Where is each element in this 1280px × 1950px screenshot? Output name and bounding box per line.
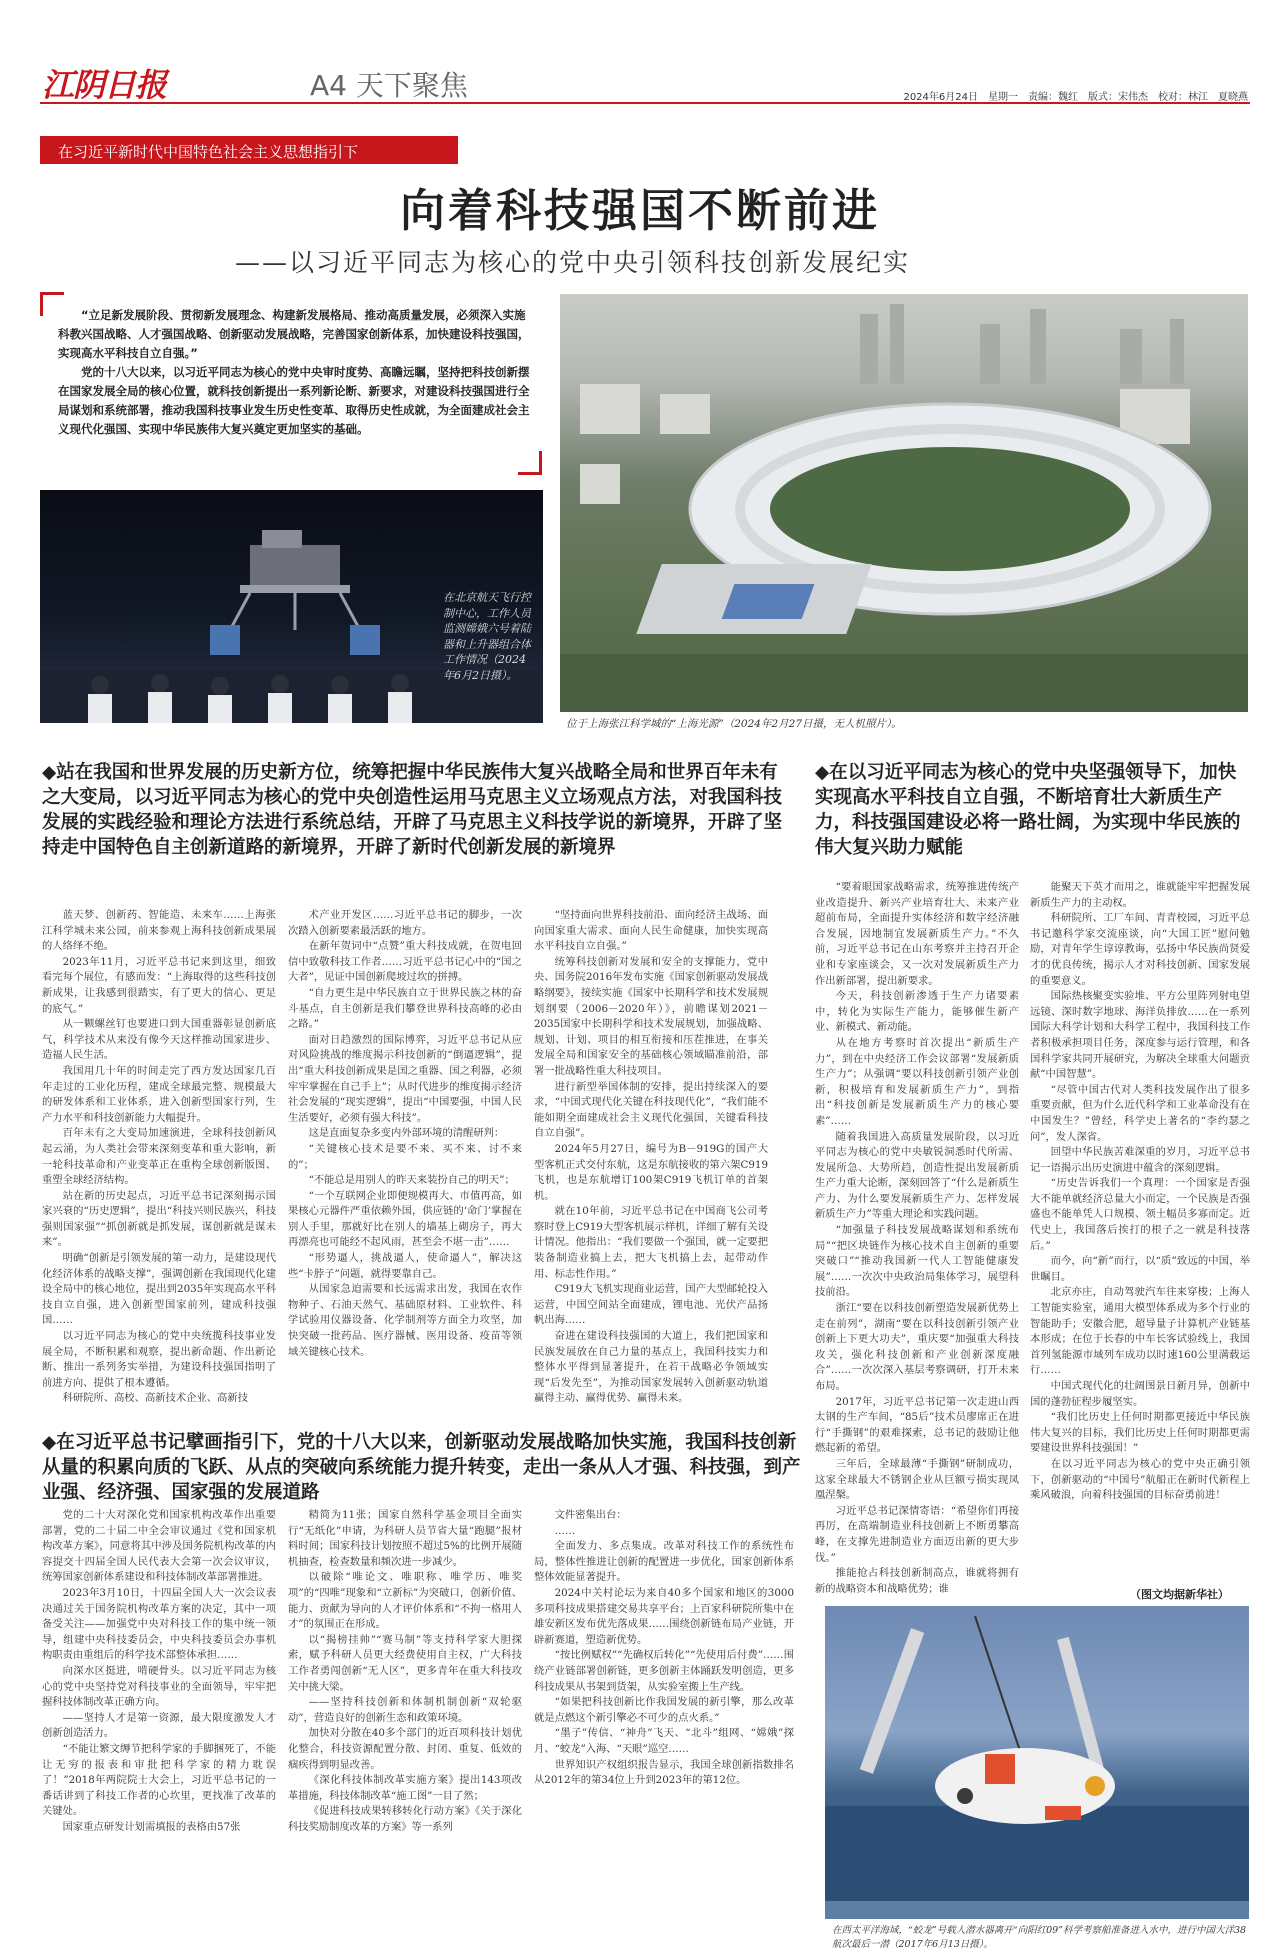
- photo-submersible-illustration: [825, 1606, 1249, 1919]
- newspaper-logo: 江阴日报: [42, 66, 167, 104]
- lead-paragraph: “立足新发展阶段、贯彻新发展理念、构建新发展格局、推动高质量发展，必须深入实施科教兴国战略、人才强国战略、创新驱动发展战略，完善国家创新体系，加快建设科技强国，实现高水平科技自立自强。”: [58, 308, 530, 360]
- corner-mark-icon: [40, 292, 64, 316]
- corner-mark-icon: [518, 451, 542, 475]
- article-paragraph: 2017年，习近平总书记第一次走进山西太钢的生产车间，“85后”技术员廖席正在进行“手撕钢”的艰难探索，总书记的鼓励让他燃起新的希望。: [815, 1395, 1019, 1455]
- article-paragraph: 以破除“唯论文、唯职称、唯学历、唯奖项”的“四唯”现象和“立新标”为突破口，创新价值、能力、贡献为导向的人才评价体系和“不拘一格用人才”的氛围正在形成。: [288, 1571, 522, 1631]
- article-paragraph: “坚持面向世界科技前沿、面向经济主战场、面向国家重大需求、面向人民生命健康，加快实现高水平科技自立自强。”: [534, 909, 768, 953]
- subheadline: ——以习近平同志为核心的党中央引领科技创新发展纪实: [235, 248, 911, 277]
- article-paragraph: “要着眼国家战略需求，统筹推进传统产业改造提升、新兴产业培育壮大、未来产业超前布局，全面提升实体经济和数字经济融合发展，因地制宜发展新质生产力。”不久前，习近平总书记在山东考察并主持召开企业和专家座谈会，又一次对发展新质生产力作出新部署，提出新要求。: [815, 881, 1019, 987]
- article-paragraph: 2023年11月，习近平总书记来到这里，细致看完每个展位，有感而发：“上海取得的这些科技创新成果，让我感到很踏实，有了更大的信心、更足的底气。”: [42, 955, 276, 1015]
- article-paragraph: 而今，向“新”而行，以“质”致远的中国，举世瞩目。: [1030, 1255, 1250, 1283]
- article-column: [42, 908, 276, 1416]
- article-paragraph: 精简为11张；国家自然科学基金项目全面实行“无纸化”申请，为科研人员节省大量“跑腿”报材料时间；国家科技计划按照不超过5%的比例开展随机抽查，检查数量和频次进一步减少。: [288, 1509, 522, 1568]
- article-paragraph: 2024年5月27日，编号为B－919G的国产大型客机正式交付东航，这是东航接收的第六架C919飞机，也是东航增订100架C919飞机订单的首架机。: [534, 1142, 768, 1202]
- headline: 向着科技强国不断前进: [399, 184, 880, 237]
- lander-body: [250, 545, 340, 585]
- article-paragraph: 在新年贺词中“点赞”重大科技成就，在贺电回信中致敬科技工作者……习近平总书记心中的“国之大者”，见证中国创新爬坡过坎的拼搏。: [288, 940, 522, 984]
- article-paragraph: C919大飞机实现商业运营，国产大型邮轮投入运营，中国空间站全面建成，锂电池、光伏产品扬帆出海……: [534, 1283, 768, 1327]
- article-paragraph: 在以习近平同志为核心的党中央正确引领下，创新驱动的“中国号”航船正在新时代新程上乘风破浪，向着科技强国的目标奋勇前进！: [1030, 1457, 1250, 1502]
- article-paragraph: “尽管中国古代对人类科技发展作出了很多重要贡献，但为什么近代科学和工业革命没有在中国发生？”曾经，科学史上著名的“李约瑟之问”，发人深省。: [1030, 1083, 1250, 1143]
- section-title: A4 天下聚焦: [310, 69, 468, 102]
- article-paragraph: 这是直面复杂多变内外部环境的清醒研判：: [308, 1127, 505, 1140]
- article-paragraph: ……: [554, 1524, 576, 1537]
- article-paragraph: “不能让繁文缛节把科学家的手脚捆死了，不能让无穷的报表和审批把科学家的精力耽误了！”2018年两院院士大会上，习近平总书记的一番话讲到了科技工作者的心坎里，更找准了改革的关键处。: [42, 1742, 276, 1818]
- article-paragraph: 科研院所、高校、高新技术企业、高新技: [62, 1392, 248, 1405]
- article-column: [534, 908, 768, 1416]
- lead-box: [40, 292, 542, 475]
- section-heading: ◆在习近平总书记擘画指引下，党的十八大以来，创新驱动发展战略加快实施，我国科技创新从量的积累向质的飞跃、从点的突破向系统能力提升转变，走出一条从人才强、科技强，到产业强、经济强、国家强的发展道路: [42, 1432, 801, 1503]
- article-column: [288, 1508, 522, 1930]
- masthead: [40, 60, 1250, 104]
- article-paragraph: 中国式现代化的壮阔图景日新月异，创新中国的蓬勃征程步履坚实。: [1030, 1380, 1250, 1408]
- article-paragraph: “自力更生是中华民族自立于世界民族之林的奋斗基点，自主创新是我们攀登世界科技高峰的必由之路。”: [288, 986, 522, 1031]
- article-paragraph: “关键核心技术是要不来、买不来、讨不来的”；: [288, 1142, 522, 1171]
- photo-synchrotron-illustration: [560, 294, 1248, 712]
- article-paragraph: 《促进科技成果转移转化行动方案》《关于深化科技奖励制度改革的方案》等一系列: [288, 1805, 522, 1833]
- article-paragraph: 站在新的历史起点，习近平总书记深刻揭示国家兴衰的“历史逻辑”，提出“科技兴则民族兴，科技强则国家强”“抓创新就是抓发展，谋创新就是谋未来”。: [42, 1189, 276, 1249]
- article-paragraph: 国家重点研发计划需填报的表格由57张: [62, 1820, 241, 1833]
- article-column: [1030, 880, 1250, 1580]
- article-paragraph: 向深水区挺进，啃硬骨头。以习近平同志为核心的党中央坚持党对科技事业的全面领导，牢牢把握科技体制改革正确方向。: [42, 1664, 276, 1709]
- article-paragraph: 从在地方考察时首次提出“新质生产力”，到在中央经济工作会议部署“发展新质生产力”；从强调“要以科技创新引领产业创新，积极培育和发展新质生产力”，到指出“科技创新是发展新质生产力的核心要素”……: [815, 1036, 1019, 1127]
- article-column: [42, 1508, 276, 1930]
- article-paragraph: 科研院所、工厂车间、青青校园，习近平总书记邀科学家交流座谈，向“大国工匠”慰问勉励，对青年学生谆谆教诲，弘扬中华民族尚贤爱才的优良传统，揭示人才对科技创新、国家发展的重要意义。: [1030, 912, 1250, 987]
- article-paragraph: 习近平总书记深情寄语：“希望你们再接再厉，在高端制造业科技创新上不断勇攀高峰，在支撑先进制造业方面迈出新的更大步伐。”: [815, 1504, 1019, 1564]
- article-paragraph: 统筹科技创新对发展和安全的支撑能力，党中央、国务院2016年发布实施《国家创新驱动发展战略纲要》，接续实施《国家中长期科学和技术发展规划纲要（2006－2020年）》，前瞻谋划2021－2035国家中长期科学和技术发展规划，加强战略、规划、计划、项目的相互衔接和压茬推进，在事关发展全局和国家安全的基础核心领域瞄准前沿，部署一批战略性重大科技项目。: [534, 955, 768, 1077]
- article-paragraph: 文件密集出台：: [554, 1509, 627, 1521]
- article-paragraph: 术产业开发区……习近平总书记的脚步，一次次踏入创新要素最活跃的地方。: [288, 909, 522, 937]
- photo-credit: （图文均据新华社）: [1130, 1588, 1229, 1601]
- article-paragraph: “墨子”传信、“神舟”飞天、“北斗”组网、“嫦娥”探月、“蛟龙”入海、“天眼”巡空……: [534, 1727, 794, 1755]
- article-paragraph: “一个互联网企业即便规模再大、市值再高，如果核心元器件严重依赖外国，供应链的‘命门’掌握在别人手里，那就好比在别人的墙基上砌房子，再大再漂亮也可能经不起风雨，甚至会不堪一击”……: [288, 1189, 522, 1249]
- section-heading: ◆在以习近平同志为核心的党中央坚强领导下，加快实现高水平科技自立自强，不断培育壮大新质生产力，科技强国建设必将一路壮阔，为实现中华民族的伟大复兴助力赋能: [815, 762, 1241, 858]
- article-paragraph: “按比例赋权”“先确权后转化”“先使用后付费”……围绕产业链部署创新链，更多创新主体踊跃发明创造，更多科技成果从书架到货架，从实验室搬上生产线。: [534, 1649, 794, 1693]
- article-paragraph: “如果把科技创新比作我国发展的新引擎，那么改革就是点燃这个新引擎必不可少的点火系。”: [534, 1696, 794, 1724]
- article-paragraph: 北京亦庄，自动驾驶汽车往来穿梭；上海人工智能实验室，通用大模型体系成为多个行业的智能助手；安徽合肥，超导量子计算机产业链基本形成；在位于长春的中车长客试验线上，我国首列氢能源市域列车成功以时速160公里满载运行……: [1030, 1286, 1250, 1377]
- photo-caption: 在北京航天飞行控制中心，工作人员监测嫦娥六号着陆器和上升器组合体工作情况（2024年6月2日摄）。: [443, 591, 531, 682]
- article-paragraph: 就在10年前，习近平总书记在中国商飞公司考察时登上C919大型客机展示样机，详细了解有关设计情况。他指出：“我们要做一个强国，就一定要把装备制造业搞上去，把大飞机搞上去，起带动作用、标志性作用。”: [534, 1205, 768, 1280]
- article-paragraph: 进行新型举国体制的安排，提出持续深入的要求，“中国式现代化关键在科技现代化”，“我们能不能如期全面建成社会主义现代化强国，关键看科技自立自强”。: [534, 1080, 768, 1140]
- article-paragraph: 三年后，全球最薄“手撕钢”研制成功，这家全球最大不锈钢企业从巨额亏损实现凤凰涅槃。: [815, 1457, 1019, 1502]
- article-paragraph: 推能抢占科技创新制高点，谁就将拥有新的战略资本和战略优势；谁: [815, 1567, 1019, 1595]
- lead-paragraph: 党的十八大以来，以习近平同志为核心的党中央审时度势、高瞻远瞩，坚持把科技创新摆在国家发展全局的核心位置，就科技创新提出一系列新论断、新要求，对建设科技强国进行全局谋划和系统部署，推动我国科技事业发生历史性变革、取得历史性成就，为全面建成社会主义现代化强国、实现中华民族伟大复兴奠定更加坚实的基础。: [58, 365, 530, 436]
- article-column: [288, 908, 522, 1416]
- article-paragraph: “加强量子科技发展战略谋划和系统布局”“把区块链作为核心技术自主创新的重要突破口”“推动我国新一代人工智能健康发展”……一次次中央政治局集体学习，展望科技前沿。: [815, 1224, 1019, 1299]
- article-column: [815, 880, 1019, 1600]
- article-paragraph: 百年未有之大变局加速演进，全球科技创新风起云涌，为人类社会带来深刻变革和重大影响，新一轮科技革命和产业变革正在重构全球创新版图、重塑全球经济结构。: [42, 1127, 276, 1187]
- photo-caption: 在西太平洋海域，“蛟龙”号载人潜水器离开“向阳红09”科学考察船准备进入水中，进行中国大洋38航次最后一潜（2017年6月13日摄）。: [832, 1925, 1247, 1950]
- photo-shanghai-light-source: [560, 294, 1248, 712]
- article-paragraph: 世界知识产权组织报告显示，我国全球创新指数排名从2012年的第34位上升到2023年的第12位。: [534, 1758, 794, 1787]
- article-paragraph: 加快对分散在40多个部门的近百项科技计划优化整合，科技资源配置分散、封闭、重复、低效的痼疾得到明显改善。: [288, 1727, 522, 1771]
- article-paragraph: 以“揭榜挂帅”“赛马制”等支持科学家大胆探索，赋予科研人员更大经费使用自主权，广大科技工作者勇闯创新“无人区”，更多青年在重大科技攻关中挑大梁。: [288, 1633, 522, 1693]
- article-paragraph: 回望中华民族苦难深重的岁月，习近平总书记一语揭示出历史演进中蕴含的深刻逻辑。: [1030, 1146, 1250, 1174]
- photo-jiaolong-submersible: [825, 1606, 1249, 1919]
- article-paragraph: ——坚持人才是第一资源，最大限度激发人才创新创造活力。: [42, 1711, 276, 1740]
- article-paragraph: 全面发力、多点集成。改革对科技工作的系统性布局，整体性推进让创新的配置进一步优化，国家创新体系整体效能显著提升。: [534, 1540, 794, 1584]
- article-paragraph: 随着我国进入高质量发展阶段，以习近平同志为核心的党中央敏锐洞悉时代所需、发展所急、大势所趋，创造性提出发展新质生产力重大论断，深刻回答了“什么是新质生产力、为什么要发展新质生产力、怎样发展新质生产力”等重大理论和实践问题。: [815, 1130, 1019, 1221]
- section-heading: ◆站在我国和世界发展的历史新方位，统筹把握中华民族伟大复兴战略全局和世界百年未有之大变局，以习近平同志为核心的党中央创造性运用马克思主义立场观点方法，对我国科技发展的实践经验和理论方法进行系统总结，开辟了马克思主义科技学说的新境界，开辟了坚持走中国特色自主创新道路的新境界，开辟了新时代创新发展的新境界: [42, 762, 783, 858]
- article-paragraph: 2023年3月10日，十四届全国人大一次会议表决通过关于国务院机构改革方案的决定，其中一项备受关注——加强党中央对科技工作的集中统一领导，组建中央科技委员会，中央科技委员会办事机构职责由重组后的科学技术部整体承担……: [42, 1586, 276, 1662]
- article-paragraph: 明确“创新是引领发展的第一动力，是建设现代化经济体系的战略支撑”，强调创新在我国现代化建设全局中的核心地位，提出到2035年实现高水平科技自立自强，进入创新型国家前列，建成科技强国……: [42, 1252, 276, 1327]
- article-paragraph: 《深化科技体制改革实施方案》提出143项改革措施，科技体制改革“施工图”一目了然；: [288, 1774, 522, 1802]
- article-paragraph: 能聚天下英才而用之，谁就能牢牢把握发展新质生产力的主动权。: [1030, 881, 1250, 909]
- article-paragraph: 2024中关村论坛为来自40多个国家和地区的3000多项科技成果搭建交易共享平台；上百家科研院所集中在雄安新区发布优先落成果……围绕创新链布局产业链，开辟新赛道，塑造新优势。: [534, 1586, 794, 1646]
- article-paragraph: “我们比历史上任何时期都更接近中华民族伟大复兴的目标，我们比历史上任何时期都更需要建设世界科技强国！”: [1030, 1411, 1250, 1455]
- article-paragraph: ——坚持科技创新和体制机制创新“双轮驱动”，营造良好的创新生态和政策环境。: [288, 1696, 522, 1724]
- article-paragraph: 从国家急迫需要和长远需求出发，我国在农作物种子、石油天然气、基础原材料、工业软件、科学试验用仪器设备、化学制剂等方面全力攻坚，加快突破一批药品、医疗器械、医用设备、疫苗等领域关键核心技术。: [288, 1283, 522, 1358]
- photo-caption: 位于上海张江科学城的“上海光源”（2024年2月27日摄，无人机照片）。: [566, 718, 902, 730]
- article-paragraph: 以习近平同志为核心的党中央统揽科技事业发展全局，不断积累和观察，提出新命题、作出新论断、推出一系列务实举措，为建设科技强国指明了前进方向、提供了根本遵循。: [42, 1330, 276, 1389]
- article-paragraph: “历史告诉我们一个真理：一个国家是否强大不能单就经济总量大小而定，一个民族是否强盛也不能单凭人口规模、领土幅员多寡而定。近代史上，我国落后挨打的根子之一就是科技落后。”: [1030, 1177, 1250, 1252]
- article-paragraph: 蓝天梦、创新药、智能造、未来车……上海张江科学城未来公园，前来参观上海科技创新成果展的人络绎不绝。: [42, 909, 276, 953]
- issue-meta: 2024年6月24日 星期一 责编：魏红 版式：宋伟杰 校对：林江 夏晓燕: [903, 92, 1248, 103]
- article-paragraph: 浙江“要在以科技创新塑造发展新优势上走在前列”，湖南“要在以科技创新引领产业创新上下更大功夫”，重庆要“加强重大科技攻关，强化科技创新和产业创新深度融合”……一次次深入基层考察调研，打开未来布局。: [815, 1302, 1019, 1392]
- article-paragraph: “不能总是用别人的昨天来装扮自己的明天”；: [308, 1174, 515, 1187]
- article-paragraph: 我国用几十年的时间走完了西方发达国家几百年走过的工业化历程，建成全球最完整、规模最大的研发体系和工业体系，进入创新型国家行列，生产力水平和科技创新能力大幅提升。: [42, 1064, 276, 1124]
- article-paragraph: 党的二十大对深化党和国家机构改革作出重要部署，党的二十届二中全会审议通过《党和国家机构改革方案》，同意将其中涉及国务院机构改革的内容提交十四届全国人民代表大会第一次会议审议，统筹国家创新体系建设和科技体制改革部署推进。: [42, 1509, 276, 1584]
- article-paragraph: 今天，科技创新渗透于生产力诸要素中，转化为实际生产能力，能够催生新产业、新模式、新动能。: [815, 990, 1019, 1034]
- article-column: [534, 1508, 794, 1930]
- article-paragraph: 面对日趋激烈的国际博弈，习近平总书记从应对风险挑战的维度揭示科技创新的“倒逼逻辑”，提出“重大科技创新成果是国之重器、国之利器，必须牢牢掌握在自己手上”；从时代进步的维度揭示经济社会发展的“现实逻辑”，提出“中国要强，中国人民生活要好，必须有强大科技”。: [288, 1033, 522, 1124]
- article-paragraph: 奋进在建设科技强国的大道上，我们把国家和民族发展放在自己力量的基点上，我国科技实力和整体水平得到显著提升，在若干战略必争领域实现“后发先至”，为推动国家发展转入创新驱动轨道赢得主动、赢得优势、赢得未来。: [534, 1330, 768, 1405]
- article-paragraph: 从一颗螺丝钉也要进口到大国重器彰显创新底气，科学技术从来没有像今天这样推动国家进步、造福人民生活。: [42, 1018, 276, 1062]
- series-banner: 在习近平新时代中国特色社会主义思想指引下: [40, 136, 458, 164]
- article-paragraph: “形势逼人，挑战逼人，使命逼人”，解决这些“卡脖子”问题，就得要靠自己。: [288, 1252, 522, 1280]
- article-paragraph: 国际热核聚变实验堆、平方公里阵列射电望远镜、深时数字地球、海洋负排放……在一系列国际大科学计划和大科学工程中，我国科技工作者积极承担项目任务，深度参与运行管理，和各国科学家共同开展研究，为解决全球重大问题贡献“中国智慧”。: [1030, 990, 1250, 1081]
